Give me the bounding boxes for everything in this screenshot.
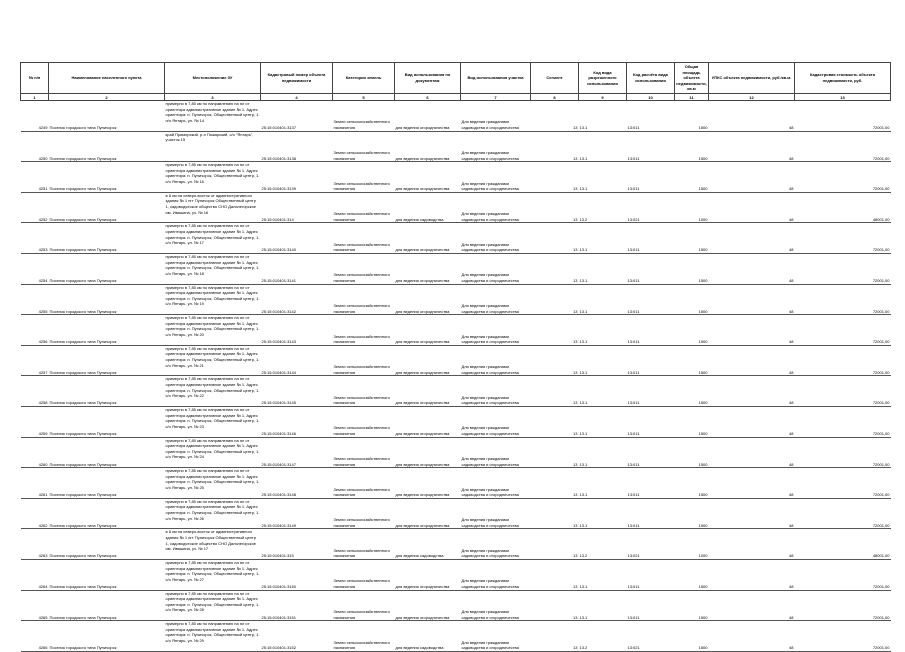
row-number: 4249: [21, 101, 49, 132]
row-number: 4254: [21, 253, 49, 284]
address-cell: примерно в 7,85 км по направлению на юг от ориентира административное здание № 1. Адрес ориентира: п. Пуничорск, Общественный центр, 1. с/о Янтарь, ул. № 22: [165, 376, 261, 407]
row-number: 4256: [21, 315, 49, 346]
settlement-cell: Поселок городского типа Пуничорск: [49, 192, 165, 223]
cost-cell: 72001,00: [795, 621, 891, 652]
calc-code-cell: 13:011: [627, 284, 675, 315]
table-row: [21, 253, 891, 284]
address-cell: примерно в 7,85 км по направлению на юг от ориентира административное здание № 1. Адрес ориентира: п. Пуничорск, Общественный центр, 1. с/о Янтарь, ул. № 28: [165, 590, 261, 621]
category-cell: Земли сельскохозяйственного назначения: [333, 406, 395, 437]
use-fact-cell: Для ведения гражданами садоводства и огородничества: [461, 621, 531, 652]
row-number: 4260: [21, 437, 49, 468]
use-code-cell: 13.1: [579, 101, 627, 132]
area-cell: 1500: [675, 498, 709, 529]
upks-cell: 48: [709, 621, 795, 652]
settlement-cell: Поселок городского типа Пуничорск: [49, 590, 165, 621]
segment-cell: 13: [531, 223, 579, 254]
cadastral-number-cell: 25:15:010401:3137: [261, 101, 333, 132]
calc-code-cell: 13:011: [627, 468, 675, 499]
category-cell: Земли сельскохозяйственного назначения: [333, 315, 395, 346]
column-number: 11: [675, 94, 709, 101]
cadastral-number-cell: 25:15:010401:3139: [261, 162, 333, 193]
area-cell: 1500: [675, 559, 709, 590]
column-number: 1: [21, 94, 49, 101]
use-fact-cell: Для ведения гражданами садоводства и огородничества: [461, 223, 531, 254]
category-cell: Земли сельскохозяйственного назначения: [333, 192, 395, 223]
area-cell: 1500: [675, 131, 709, 162]
cost-cell: 72001,00: [795, 498, 891, 529]
cost-cell: 72001,00: [795, 253, 891, 284]
area-cell: 1500: [675, 284, 709, 315]
table-row: [21, 590, 891, 621]
calc-code-cell: 13:011: [627, 345, 675, 376]
category-cell: Земли сельскохозяйственного назначения: [333, 621, 395, 652]
use-code-cell: 13.1: [579, 253, 627, 284]
cadastral-number-cell: 25:15:010401:3149: [261, 498, 333, 529]
cadastral-number-cell: 25:15:010401:3145: [261, 376, 333, 407]
area-cell: 1500: [675, 162, 709, 193]
use-doc-cell: для ведения огородничества: [395, 162, 461, 193]
use-fact-cell: Для ведения гражданами садоводства и огородничества: [461, 559, 531, 590]
use-code-cell: 13.1: [579, 498, 627, 529]
table-row: [21, 621, 891, 652]
category-cell: Земли сельскохозяйственного назначения: [333, 590, 395, 621]
settlement-cell: Поселок городского типа Пуничорск: [49, 101, 165, 132]
cadastral-number-cell: 25:15:010401:3140: [261, 223, 333, 254]
use-code-cell: 13.1: [579, 315, 627, 346]
calc-code-cell: 13:011: [627, 437, 675, 468]
header-row: [21, 63, 891, 94]
settlement-cell: Поселок городского типа Пуничорск: [49, 376, 165, 407]
use-doc-cell: для ведения огородничества: [395, 498, 461, 529]
segment-cell: 13: [531, 621, 579, 652]
segment-cell: 13: [531, 253, 579, 284]
use-doc-cell: для ведения огородничества: [395, 345, 461, 376]
use-doc-cell: для ведения огородничества: [395, 253, 461, 284]
use-doc-cell: для ведения огородничества: [395, 101, 461, 132]
settlement-cell: Поселок городского типа Пуничорск: [49, 529, 165, 560]
upks-cell: 48: [709, 559, 795, 590]
header-use-doc: Вид использования по документам: [395, 63, 461, 94]
address-cell: край Приморский, р-н Пожарский, с/о "Янтарь", участок 15: [165, 131, 261, 162]
column-number: 2: [49, 94, 165, 101]
upks-cell: 48: [709, 162, 795, 193]
use-code-cell: 13.1: [579, 162, 627, 193]
upks-cell: 48: [709, 468, 795, 499]
cadastral-number-cell: 25:15:010401:3151: [261, 590, 333, 621]
calc-code-cell: 13:021: [627, 529, 675, 560]
upks-cell: 48: [709, 315, 795, 346]
area-cell: 1500: [675, 376, 709, 407]
use-doc-cell: для ведения огородничества: [395, 223, 461, 254]
address-cell: примерно в 7,85 км по направлению на юг от ориентира административное здание № 1. Адрес ориентира: п. Пуничорск, Общественный центр, 1. с/о Янтарь, ул. № 29: [165, 621, 261, 652]
table-row: [21, 315, 891, 346]
cost-cell: 72001,00: [795, 162, 891, 193]
address-cell: примерно в 7,85 км по направлению на юг от ориентира административное здание № 1. Адрес ориентира: п. Пуничорск, Общественный центр, 1. с/о Янтарь, ул. № 26: [165, 498, 261, 529]
cadastral-number-cell: 25:15:010401:315: [261, 529, 333, 560]
use-doc-cell: для ведения садоводства: [395, 529, 461, 560]
area-cell: 1000: [675, 192, 709, 223]
use-code-cell: 13.2: [579, 529, 627, 560]
use-fact-cell: Для ведения гражданами садоводства и огородничества: [461, 131, 531, 162]
use-doc-cell: для ведения огородничества: [395, 437, 461, 468]
area-cell: 1500: [675, 223, 709, 254]
category-cell: Земли сельскохозяйственного назначения: [333, 529, 395, 560]
row-number: 4265: [21, 590, 49, 621]
segment-cell: 13: [531, 162, 579, 193]
header-use-code: Код вида разрешенного использования: [579, 63, 627, 94]
use-doc-cell: для ведения огородничества: [395, 376, 461, 407]
cadastral-number-cell: 25:15:010401:3142: [261, 284, 333, 315]
header-upks: УПКС объекта недвижимости, руб./кв.м.: [709, 63, 795, 94]
cost-cell: 72001,00: [795, 437, 891, 468]
category-cell: Земли сельскохозяйственного назначения: [333, 345, 395, 376]
settlement-cell: Поселок городского типа Пуничорск: [49, 468, 165, 499]
table-row: [21, 162, 891, 193]
category-cell: Земли сельскохозяйственного назначения: [333, 376, 395, 407]
table-row: [21, 559, 891, 590]
cadastral-number-cell: 25:15:010401:3143: [261, 315, 333, 346]
use-code-cell: 13.1: [579, 376, 627, 407]
table-row: [21, 437, 891, 468]
column-number: 10: [627, 94, 675, 101]
row-number: 4255: [21, 284, 49, 315]
settlement-cell: Поселок городского типа Пуничорск: [49, 284, 165, 315]
segment-cell: 13: [531, 468, 579, 499]
cadastral-number-cell: 25:15:010401:3144: [261, 345, 333, 376]
address-cell: в 8 км на северо-восток от административного здания № 1 пгт Пуничорск Общественный центр 1, садоводческое общество СНО Дальнегорское им. Ивашина, уч. № 17: [165, 529, 261, 560]
category-cell: Земли сельскохозяйственного назначения: [333, 559, 395, 590]
segment-cell: 13: [531, 498, 579, 529]
column-number: 4: [261, 94, 333, 101]
use-fact-cell: Для ведения гражданами садоводства и огородничества: [461, 590, 531, 621]
table-row: [21, 131, 891, 162]
address-cell: примерно в 7,85 км по направлению на юг от ориентира административное здание № 1. Адрес ориентира: п. Пуничорск, Общественный центр, 1. с/о Янтарь, ул. № 17: [165, 223, 261, 254]
column-number: 9: [579, 94, 627, 101]
table-row: [21, 345, 891, 376]
settlement-cell: Поселок городского типа Пуничорск: [49, 253, 165, 284]
settlement-cell: Поселок городского типа Пуничорск: [49, 131, 165, 162]
row-number: 4262: [21, 498, 49, 529]
address-cell: примерно в 7,85 км по направлению на юг от ориентира административное здание № 1. Адрес ориентира: п. Пуничорск, Общественный центр, 1. с/о Янтарь, ул. № 24: [165, 437, 261, 468]
use-code-cell: 13.2: [579, 192, 627, 223]
segment-cell: 13: [531, 131, 579, 162]
area-cell: 1500: [675, 101, 709, 132]
cadastral-number-cell: 25:15:010401:3138: [261, 131, 333, 162]
row-number: 4264: [21, 559, 49, 590]
cost-cell: 72001,00: [795, 101, 891, 132]
upks-cell: 48: [709, 101, 795, 132]
calc-code-cell: 13:011: [627, 101, 675, 132]
area-cell: 1000: [675, 529, 709, 560]
settlement-cell: Поселок городского типа Пуничорск: [49, 315, 165, 346]
table-row: [21, 284, 891, 315]
category-cell: Земли сельскохозяйственного назначения: [333, 284, 395, 315]
cadastral-number-cell: 25:15:010401:3150: [261, 559, 333, 590]
header-cadastral: Кадастровый номер объекта недвижимости: [261, 63, 333, 94]
row-number: 4250: [21, 131, 49, 162]
use-fact-cell: Для ведения гражданами садоводства и огородничества: [461, 315, 531, 346]
table-row: [21, 406, 891, 437]
segment-cell: 13: [531, 590, 579, 621]
use-fact-cell: Для ведения гражданами садоводства и огородничества: [461, 468, 531, 499]
calc-code-cell: 13:011: [627, 559, 675, 590]
segment-cell: 13: [531, 192, 579, 223]
cadastral-table: [20, 62, 891, 652]
use-fact-cell: Для ведения гражданами садоводства и огородничества: [461, 162, 531, 193]
cost-cell: 48001,00: [795, 192, 891, 223]
use-doc-cell: для ведения садоводства: [395, 192, 461, 223]
header-area: Общая площадь объекта недвижимости, кв.м: [675, 63, 709, 94]
use-fact-cell: Для ведения гражданами садоводства и огородничества: [461, 192, 531, 223]
address-cell: примерно в 7,85 км по направлению на юг от ориентира административное здание № 1. Адрес ориентира: п. Пуничорск, Общественный центр, 1. с/о Янтарь, ул. № 19: [165, 284, 261, 315]
cadastral-number-cell: 25:15:010401:3147: [261, 437, 333, 468]
segment-cell: 13: [531, 315, 579, 346]
cadastral-number-cell: 25:15:010401:3148: [261, 468, 333, 499]
category-cell: Земли сельскохозяйственного назначения: [333, 223, 395, 254]
use-code-cell: 13.1: [579, 437, 627, 468]
use-doc-cell: для ведения огородничества: [395, 131, 461, 162]
cost-cell: 72001,00: [795, 376, 891, 407]
cadastral-number-cell: 25:15:010401:3152: [261, 621, 333, 652]
category-cell: Земли сельскохозяйственного назначения: [333, 101, 395, 132]
table-body: [21, 101, 891, 652]
calc-code-cell: 13:011: [627, 162, 675, 193]
calc-code-cell: 13:021: [627, 621, 675, 652]
use-fact-cell: Для ведения гражданами садоводства и огородничества: [461, 253, 531, 284]
use-doc-cell: для ведения садоводства: [395, 621, 461, 652]
area-cell: 1500: [675, 315, 709, 346]
cost-cell: 72001,00: [795, 345, 891, 376]
category-cell: Земли сельскохозяйственного назначения: [333, 131, 395, 162]
area-cell: 1500: [675, 253, 709, 284]
use-code-cell: 13.1: [579, 406, 627, 437]
calc-code-cell: 13:011: [627, 315, 675, 346]
column-number: 5: [333, 94, 395, 101]
header-settlement: Наименование населенного пункта: [49, 63, 165, 94]
header-cost: Кадастровая стоимость объекта недвижимости, руб.: [795, 63, 891, 94]
address-cell: примерно в 7,85 км по направлению на юг от ориентира административное здание № 1. Адрес ориентира: п. Пуничорск, Общественный центр, 1. с/о Янтарь, ул. № 23: [165, 406, 261, 437]
settlement-cell: Поселок городского типа Пуничорск: [49, 345, 165, 376]
row-number: 4253: [21, 223, 49, 254]
upks-cell: 48: [709, 284, 795, 315]
row-number: 4263: [21, 529, 49, 560]
upks-cell: 48: [709, 437, 795, 468]
column-number: 6: [395, 94, 461, 101]
upks-cell: 48: [709, 529, 795, 560]
area-cell: 1500: [675, 468, 709, 499]
area-cell: 1500: [675, 345, 709, 376]
cadastral-number-cell: 25:15:010401:3141: [261, 253, 333, 284]
header-number: № п/п: [21, 63, 49, 94]
area-cell: 1500: [675, 621, 709, 652]
use-doc-cell: для ведения огородничества: [395, 315, 461, 346]
settlement-cell: Поселок городского типа Пуничорск: [49, 498, 165, 529]
upks-cell: 48: [709, 223, 795, 254]
cost-cell: 72001,00: [795, 315, 891, 346]
address-cell: примерно в 7,85 км по направлению на юг от ориентира административное здание № 1. Адрес ориентира: п. Пуничорск, Общественный центр, 1. с/о Янтарь, ул. № 16: [165, 162, 261, 193]
use-code-cell: 13.1: [579, 590, 627, 621]
upks-cell: 48: [709, 376, 795, 407]
area-cell: 1500: [675, 437, 709, 468]
use-doc-cell: для ведения огородничества: [395, 590, 461, 621]
table-row: [21, 498, 891, 529]
column-number: 13: [795, 94, 891, 101]
row-number: 4261: [21, 468, 49, 499]
category-cell: Земли сельскохозяйственного назначения: [333, 468, 395, 499]
table-row: [21, 376, 891, 407]
header-category: Категория земель: [333, 63, 395, 94]
cost-cell: 72001,00: [795, 223, 891, 254]
use-fact-cell: Для ведения гражданами садоводства и огородничества: [461, 406, 531, 437]
cost-cell: 72001,00: [795, 559, 891, 590]
use-fact-cell: Для ведения гражданами садоводства и огородничества: [461, 284, 531, 315]
category-cell: Земли сельскохозяйственного назначения: [333, 253, 395, 284]
cadastral-number-cell: 25:15:010401:314: [261, 192, 333, 223]
segment-cell: 13: [531, 101, 579, 132]
header-segment: Сегмент: [531, 63, 579, 94]
row-number: 4252: [21, 192, 49, 223]
calc-code-cell: 13:021: [627, 192, 675, 223]
column-number-row: [21, 94, 891, 101]
calc-code-cell: 13:011: [627, 131, 675, 162]
table-row: [21, 468, 891, 499]
cost-cell: 48001,00: [795, 529, 891, 560]
row-number: 4251: [21, 162, 49, 193]
use-code-cell: 13.1: [579, 284, 627, 315]
cadastral-sheet: [20, 62, 890, 652]
upks-cell: 48: [709, 345, 795, 376]
segment-cell: 13: [531, 529, 579, 560]
upks-cell: 48: [709, 131, 795, 162]
segment-cell: 13: [531, 345, 579, 376]
use-code-cell: 13.1: [579, 131, 627, 162]
upks-cell: 48: [709, 192, 795, 223]
settlement-cell: Поселок городского типа Пуничорск: [49, 437, 165, 468]
settlement-cell: Поселок городского типа Пуничорск: [49, 621, 165, 652]
upks-cell: 48: [709, 406, 795, 437]
settlement-cell: Поселок городского типа Пуничорск: [49, 162, 165, 193]
area-cell: 1500: [675, 590, 709, 621]
header-address: Местоположение ЗУ: [165, 63, 261, 94]
address-cell: примерно в 7,85 км по направлению на юг от ориентира административное здание № 1. Адрес ориентира: п. Пуничорск, Общественный центр, 1. с/о Янтарь, ул. № 18: [165, 253, 261, 284]
use-fact-cell: Для ведения гражданами садоводства и огородничества: [461, 437, 531, 468]
use-code-cell: 13.1: [579, 345, 627, 376]
column-number: 3: [165, 94, 261, 101]
address-cell: примерно в 7,85 км по направлению на юг от ориентира административное здание № 1. Адрес ориентира: п. Пуничорск, Общественный центр, 1. с/о Янтарь, ул. № 27: [165, 559, 261, 590]
segment-cell: 13: [531, 406, 579, 437]
use-fact-cell: Для ведения гражданами садоводства и огородничества: [461, 498, 531, 529]
calc-code-cell: 13:011: [627, 223, 675, 254]
address-cell: примерно в 7,85 км по направлению на юг от ориентира административное здание № 1. Адрес ориентира: п. Пуничорск, Общественный центр, 1. с/о Янтарь, ул. № 20: [165, 315, 261, 346]
use-code-cell: 13.1: [579, 223, 627, 254]
address-cell: примерно в 7,85 км по направлению на юг от ориентира административное здание № 1. Адрес ориентира: п. Пуничорск, Общественный центр, 1. с/о Янтарь, ул. № 21: [165, 345, 261, 376]
settlement-cell: Поселок городского типа Пуничорск: [49, 223, 165, 254]
calc-code-cell: 13:011: [627, 406, 675, 437]
cost-cell: 72001,00: [795, 131, 891, 162]
use-fact-cell: Для ведения гражданами садоводства и огородничества: [461, 376, 531, 407]
upks-cell: 48: [709, 590, 795, 621]
column-number: 12: [709, 94, 795, 101]
category-cell: Земли сельскохозяйственного назначения: [333, 498, 395, 529]
use-fact-cell: Для ведения гражданами садоводства и огородничества: [461, 345, 531, 376]
header-calc-code: Код расчёта вида использования: [627, 63, 675, 94]
row-number: 4266: [21, 621, 49, 652]
row-number: 4257: [21, 345, 49, 376]
address-cell: в 8 км на северо-восток от административного здания № 1 пгт Пуничорск Общественный центр 1, садоводческое общество СНО Дальнегорское им. Ивашина, уч. № 16: [165, 192, 261, 223]
upks-cell: 48: [709, 498, 795, 529]
use-doc-cell: для ведения огородничества: [395, 559, 461, 590]
table-row: [21, 101, 891, 132]
use-code-cell: 13.1: [579, 559, 627, 590]
calc-code-cell: 13:011: [627, 590, 675, 621]
row-number: 4259: [21, 406, 49, 437]
segment-cell: 13: [531, 376, 579, 407]
segment-cell: 13: [531, 437, 579, 468]
use-doc-cell: для ведения огородничества: [395, 284, 461, 315]
use-doc-cell: для ведения огородничества: [395, 406, 461, 437]
area-cell: 1500: [675, 406, 709, 437]
upks-cell: 48: [709, 253, 795, 284]
settlement-cell: Поселок городского типа Пуничорск: [49, 406, 165, 437]
use-code-cell: 13.1: [579, 468, 627, 499]
cadastral-number-cell: 25:15:010401:3146: [261, 406, 333, 437]
use-doc-cell: для ведения огородничества: [395, 468, 461, 499]
cost-cell: 72001,00: [795, 284, 891, 315]
calc-code-cell: 13:011: [627, 498, 675, 529]
table-row: [21, 529, 891, 560]
use-code-cell: 13.2: [579, 621, 627, 652]
cost-cell: 72001,00: [795, 468, 891, 499]
table-row: [21, 223, 891, 254]
column-number: 7: [461, 94, 531, 101]
address-cell: примерно в 7,85 км по направлению на юг от ориентира административное здание № 1. Адрес ориентира: п. Пуничорск, Общественный центр, 1. п/о Янтарь, ул. № 14: [165, 101, 261, 132]
calc-code-cell: 13:011: [627, 253, 675, 284]
header-use-fact: Вид использования участка: [461, 63, 531, 94]
use-fact-cell: Для ведения гражданами садоводства и огородничества: [461, 529, 531, 560]
use-fact-cell: Для ведения гражданами садоводства и огородничества: [461, 101, 531, 132]
category-cell: Земли сельскохозяйственного назначения: [333, 437, 395, 468]
category-cell: Земли сельскохозяйственного назначения: [333, 162, 395, 193]
calc-code-cell: 13:011: [627, 376, 675, 407]
cost-cell: 72001,00: [795, 406, 891, 437]
settlement-cell: Поселок городского типа Пуничорск: [49, 559, 165, 590]
cost-cell: 72001,00: [795, 590, 891, 621]
row-number: 4258: [21, 376, 49, 407]
column-number: 8: [531, 94, 579, 101]
segment-cell: 13: [531, 284, 579, 315]
segment-cell: 13: [531, 559, 579, 590]
address-cell: примерно в 7,85 км по направлению на юг от ориентира административное здание № 1. Адрес ориентира: п. Пуничорск, Общественный центр, 1. с/о Янтарь, ул. № 25: [165, 468, 261, 499]
table-row: [21, 192, 891, 223]
